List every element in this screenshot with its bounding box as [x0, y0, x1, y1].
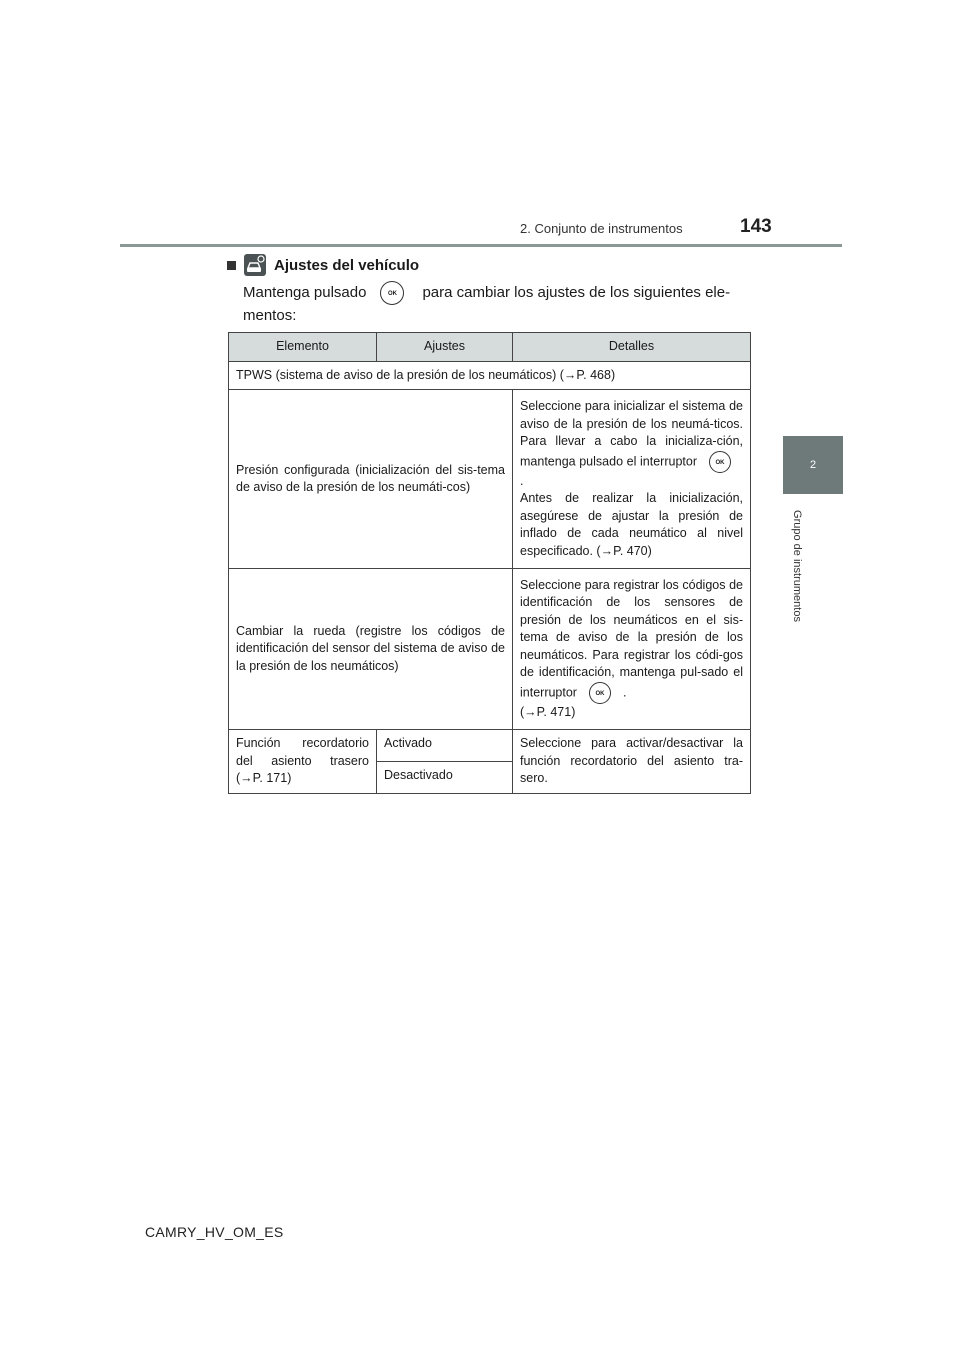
section-title: Ajustes del vehículo [274, 256, 420, 274]
page-number: 143 [740, 216, 772, 237]
car-settings-icon [244, 254, 266, 276]
table-cell: Activado [377, 730, 513, 762]
table-row [229, 730, 751, 762]
settings-table [228, 332, 751, 794]
table-cell: Desactivado [377, 761, 513, 793]
table-cell: Función recordatorio del asiento trasero (→P. 171) [229, 730, 377, 794]
ok-button-icon: OK [589, 682, 611, 704]
chapter-label [782, 505, 806, 635]
table-cell: Seleccione para registrar los códigos de identificación de los sensores de presión de los neumáticos en el sis-tema de aviso de la presión de los neumáticos. Para registrar los códi-gos de identificación, mantenga pul-sado el interruptor OK . (→P. 471) [513, 569, 751, 730]
ok-button-icon: OK [709, 451, 731, 473]
table-header: Elemento [229, 333, 377, 362]
header-section-title: 2. Conjunto de instrumentos [520, 221, 683, 236]
table-header: Detalles [513, 333, 751, 362]
table-cell: Cambiar la rueda (registre los códigos de identificación del sensor del sistema de aviso de la presión de los neumáticos) [229, 569, 513, 730]
table-cell: Seleccione para activar/desactivar la función recordatorio del asiento tra-sero. [513, 730, 751, 794]
table-cell: Presión configurada (inicialización del sis-tema de aviso de la presión de los neumáti-cos) [229, 390, 513, 569]
table-header-row [229, 333, 751, 362]
section-heading [227, 254, 419, 276]
chapter-number: 2 [809, 459, 817, 471]
table-header: Ajustes [377, 333, 513, 362]
table-row [229, 390, 751, 569]
table-row [229, 361, 751, 390]
section-intro: Mantenga pulsado OK para cambiar los ajustes de los siguientes ele-mentos: [243, 281, 748, 327]
table-row [229, 569, 751, 730]
bullet-square-icon [227, 261, 236, 270]
ok-button-icon: OK [380, 281, 404, 305]
header-rule [120, 244, 842, 247]
chapter-tab[interactable] [783, 436, 843, 494]
footer-code: CAMRY_HV_OM_ES [145, 1224, 284, 1240]
chapter-label-text: Grupo de instrumentos [791, 510, 803, 622]
table-cell: Seleccione para inicializar el sistema de aviso de la presión de los neumá-ticos. Para llevar a cabo la inicializa-ción, mantenga pulsado el interruptor OK. Antes de realizar la inicialización, asegúrese de ajustar la presión de inflado de cada neumático al nivel especificado. (→P. 470) [513, 390, 751, 569]
table-cell: TPWS (sistema de aviso de la presión de los neumáticos) (→P. 468) [229, 361, 751, 390]
